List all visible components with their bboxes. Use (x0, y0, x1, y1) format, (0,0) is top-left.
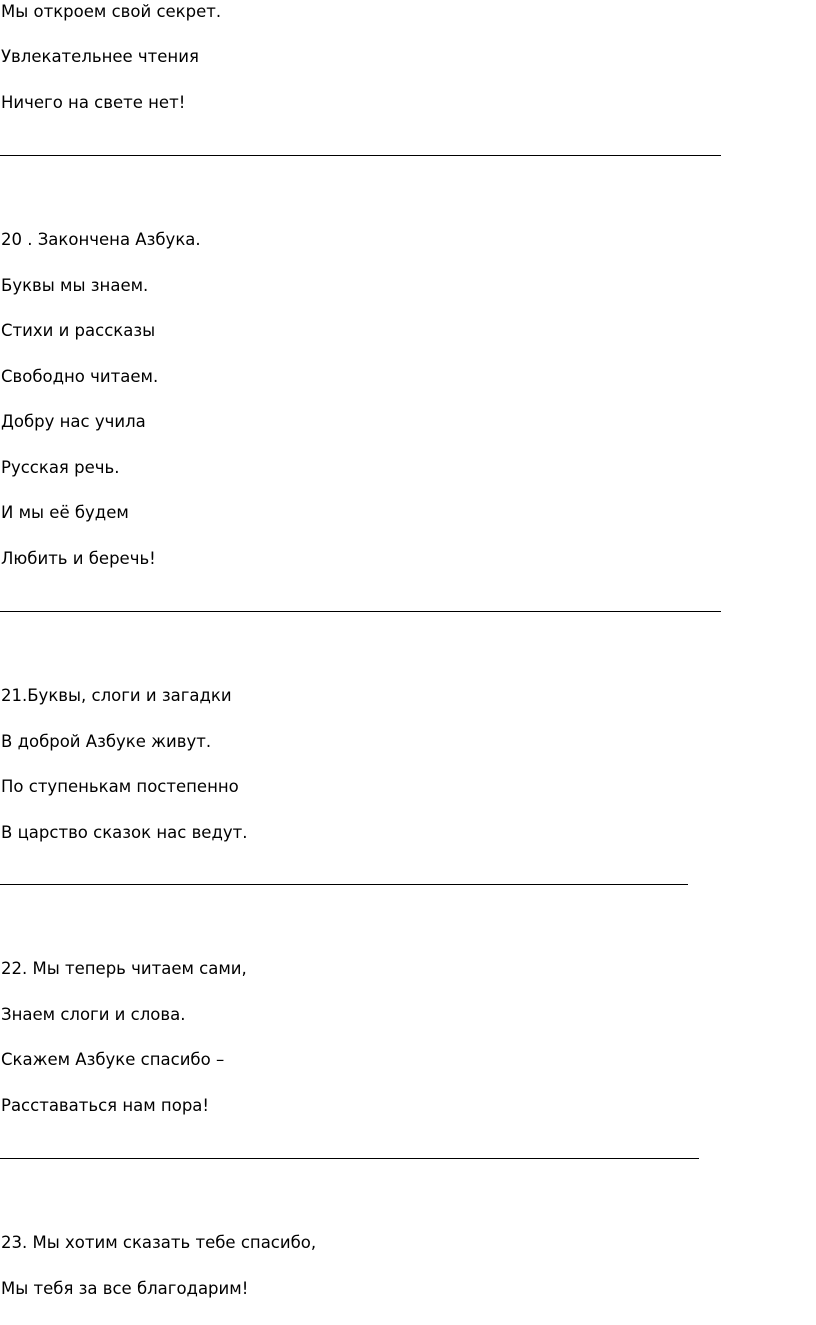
poem-line: 20 . Закончена Азбука. (1, 230, 201, 249)
poem-line: В царство сказок нас ведут. (1, 823, 248, 842)
poem-line: Свободно читаем. (1, 367, 159, 386)
poem-line: Любить и беречь! (1, 549, 156, 568)
poem-line: Буквы мы знаем. (1, 276, 149, 295)
section-divider (0, 155, 721, 156)
poem-line: Увлекательнее чтения (1, 47, 199, 66)
poem-line: И мы её будем (1, 503, 129, 522)
poem-line: Добру нас учила (1, 412, 146, 431)
poem-line: Расставаться нам пора! (1, 1096, 210, 1115)
poem-line: Знаем слоги и слова. (1, 1005, 186, 1024)
poem-line: Ничего на свете нет! (1, 93, 186, 112)
section-divider (0, 611, 721, 612)
poem-line: 23. Мы хотим сказать тебе спасибо, (1, 1233, 317, 1252)
section-divider (0, 1158, 699, 1159)
poem-line: Русская речь. (1, 458, 120, 477)
poem-line: 21.Буквы, слоги и загадки (1, 686, 232, 705)
poem-line: Мы откроем свой секрет. (1, 2, 222, 21)
poem-line: 22. Мы теперь читаем сами, (1, 959, 247, 978)
poem-line: Стихи и рассказы (1, 321, 156, 340)
poem-line: Мы тебя за все благодарим! (1, 1279, 249, 1298)
poem-line: В доброй Азбуке живут. (1, 732, 212, 751)
poem-line: По ступенькам постепенно (1, 777, 239, 796)
poem-line: Скажем Азбуке спасибо – (1, 1050, 225, 1069)
section-divider (0, 884, 688, 885)
